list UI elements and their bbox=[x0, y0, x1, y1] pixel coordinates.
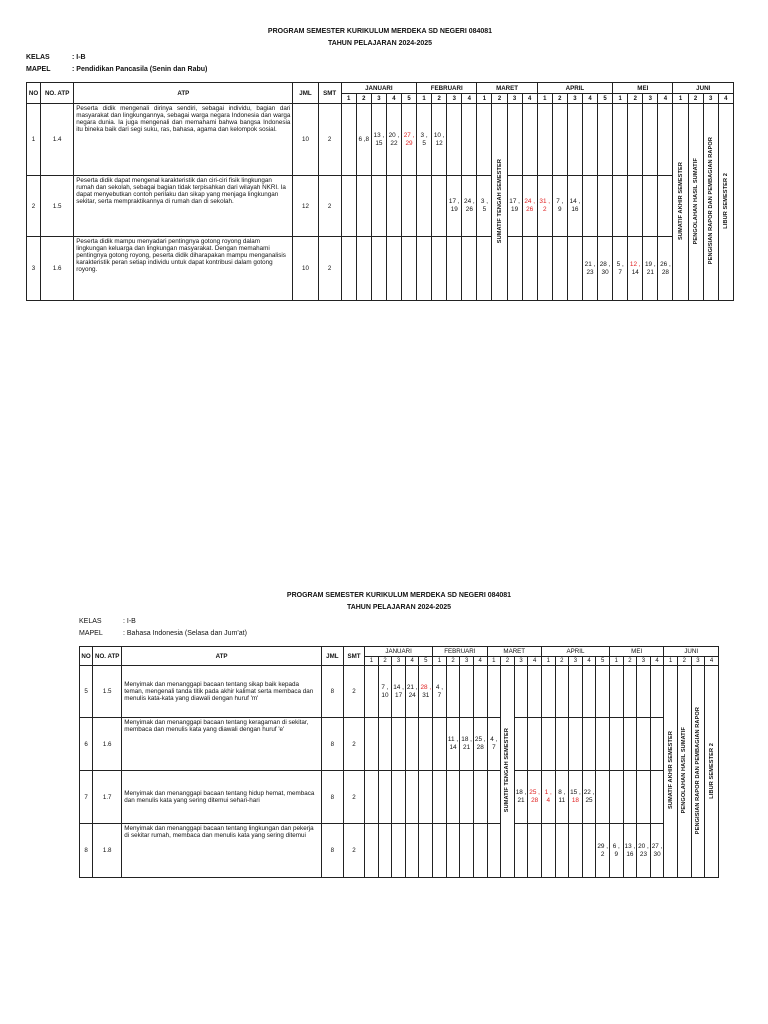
week-number: 2 bbox=[356, 94, 371, 104]
week-number: 4 bbox=[705, 657, 719, 666]
header-atp: ATP bbox=[122, 647, 321, 666]
date-cell: 17 , 19 bbox=[447, 176, 462, 237]
row-no: 3 bbox=[27, 237, 41, 301]
row-atp-text: Menyimak dan menanggapi bacaan tentang keragaman di sekitar, membaca dan menulis kata yang diawali dengan huruf 'e' bbox=[122, 718, 321, 771]
header-jml: JML bbox=[321, 647, 343, 666]
week-number: 3 bbox=[691, 657, 705, 666]
row-smt: 2 bbox=[343, 666, 364, 718]
date-cell: 5 , 7 bbox=[613, 237, 628, 301]
header-jml: JML bbox=[293, 83, 318, 104]
row-no: 7 bbox=[80, 771, 93, 824]
date-cell: 27 , 30 bbox=[650, 824, 664, 878]
kelas-value: : I-B bbox=[123, 618, 136, 625]
date-cell: 14 , 17 bbox=[392, 666, 406, 718]
table-row bbox=[80, 666, 719, 718]
row-jml: 8 bbox=[321, 666, 343, 718]
week-number: 1 bbox=[609, 657, 623, 666]
title-line-1: PROGRAM SEMESTER KURIKULUM MERDEKA SD NEGERI 084081 bbox=[267, 28, 493, 35]
date-cell-holiday: 24 , 26 bbox=[522, 176, 537, 237]
sheet-title bbox=[26, 26, 734, 50]
week-number: 1 bbox=[477, 94, 492, 104]
row-smt: 2 bbox=[343, 771, 364, 824]
week-number: 4 bbox=[528, 657, 542, 666]
header-smt: SMT bbox=[343, 647, 364, 666]
date-cell: 22 , 25 bbox=[582, 771, 596, 824]
header-no: NO bbox=[80, 647, 93, 666]
date-cell: 13 , 16 bbox=[623, 824, 637, 878]
date-cell-holiday: 12 , 14 bbox=[628, 237, 643, 301]
date-cell: 18 , 21 bbox=[514, 771, 528, 824]
date-cell: 3 , 5 bbox=[477, 176, 492, 237]
date-cell: 4 , 7 bbox=[433, 666, 447, 718]
month-maret: MARET bbox=[487, 647, 541, 657]
month-juni: JUNI bbox=[673, 83, 734, 94]
date-cell-holiday: 25 , 28 bbox=[528, 771, 542, 824]
week-number: 2 bbox=[677, 657, 691, 666]
week-number: 5 bbox=[419, 657, 433, 666]
title-line-2: TAHUN PELAJARAN 2024-2025 bbox=[346, 604, 452, 611]
header-no: NO bbox=[27, 83, 41, 104]
date-cell-holiday: 31 , 2 bbox=[537, 176, 552, 237]
week-number: 2 bbox=[688, 94, 703, 104]
row-smt: 2 bbox=[318, 237, 341, 301]
week-number: 3 bbox=[447, 94, 462, 104]
row-jml: 10 bbox=[293, 104, 318, 176]
row-smt: 2 bbox=[318, 104, 341, 176]
week-number: 4 bbox=[658, 94, 673, 104]
sheet-title bbox=[79, 590, 719, 614]
row-no-atp: 1.4 bbox=[41, 104, 74, 176]
mapel-label: MAPEL bbox=[26, 66, 51, 73]
row-no: 6 bbox=[80, 718, 93, 771]
sheet-meta bbox=[26, 52, 734, 76]
title-line-2: TAHUN PELAJARAN 2024-2025 bbox=[327, 40, 433, 47]
pengolahan-hasil-sumatif-cell: PENGOLAHAN HASIL SUMATIF bbox=[677, 666, 691, 878]
sumatif-akhir-semester-cell: SUMATIF AKHIR SEMESTER bbox=[673, 104, 688, 301]
title-line-1: PROGRAM SEMESTER KURIKULUM MERDEKA SD NEGERI 084081 bbox=[286, 592, 512, 599]
date-cell: 18 , 21 bbox=[460, 718, 474, 771]
date-cell: 21 , 23 bbox=[582, 237, 597, 301]
week-number: 1 bbox=[673, 94, 688, 104]
row-atp-text: Menyimak dan menanggapi bacaan tentang sikap baik kepada teman, mengenali tanda titik pada akhir kalimat serta membaca dan menulis kata-kata yang diawali dengan huruf 'm' bbox=[122, 666, 321, 718]
week-number: 4 bbox=[405, 657, 419, 666]
sheet-bahasa-indonesia bbox=[79, 590, 719, 878]
date-cell: 21 , 24 bbox=[405, 666, 419, 718]
kelas-label: KELAS bbox=[79, 618, 102, 625]
date-cell: 6 ,8 bbox=[356, 104, 371, 176]
header-no-atp: NO. ATP bbox=[41, 83, 74, 104]
month-april: APRIL bbox=[541, 647, 609, 657]
week-number: 1 bbox=[487, 657, 501, 666]
header-atp: ATP bbox=[74, 83, 293, 104]
header-no-atp: NO. ATP bbox=[93, 647, 122, 666]
date-cell: 7 , 9 bbox=[552, 176, 567, 237]
table-row bbox=[80, 718, 719, 771]
week-number: 3 bbox=[371, 94, 386, 104]
week-number: 1 bbox=[341, 94, 356, 104]
row-atp-text: Peserta didik dapat mengenal karakteristik dan ciri-ciri fisik lingkungan rumah dan sekolah, sebagai bagian tidak terpisahkan dari wilayah NKRI. Ia dapat menyebutkan contoh perilaku dan sikap yang menjaga lingkungan sekitar, serta mempraktikannya di rumah dan di sekolah. bbox=[74, 176, 293, 237]
row-no: 2 bbox=[27, 176, 41, 237]
month-maret: MARET bbox=[477, 83, 537, 94]
table-row bbox=[80, 771, 719, 824]
row-no: 8 bbox=[80, 824, 93, 878]
libur-semester-cell: LIBUR SEMESTER 2 bbox=[718, 104, 733, 301]
header-smt: SMT bbox=[318, 83, 341, 104]
row-jml: 8 bbox=[321, 771, 343, 824]
row-no: 1 bbox=[27, 104, 41, 176]
date-cell: 4 , 7 bbox=[487, 718, 501, 771]
row-no-atp: 1.8 bbox=[93, 824, 122, 878]
week-number: 2 bbox=[623, 657, 637, 666]
row-no: 5 bbox=[80, 666, 93, 718]
row-no-atp: 1.7 bbox=[93, 771, 122, 824]
date-cell: 14 , 16 bbox=[567, 176, 582, 237]
date-cell: 26 , 28 bbox=[658, 237, 673, 301]
date-cell: 24 , 26 bbox=[462, 176, 477, 237]
table-row bbox=[27, 104, 734, 176]
month-mei: MEI bbox=[609, 647, 663, 657]
week-number: 2 bbox=[555, 657, 569, 666]
table-row bbox=[27, 237, 734, 301]
kelas-label: KELAS bbox=[26, 54, 50, 61]
week-number: 2 bbox=[432, 94, 447, 104]
date-cell-holiday: 1 , 4 bbox=[541, 771, 555, 824]
week-number: 4 bbox=[473, 657, 487, 666]
week-number: 1 bbox=[613, 94, 628, 104]
week-number: 2 bbox=[492, 94, 507, 104]
date-cell: 13 , 15 bbox=[371, 104, 386, 176]
week-number: 1 bbox=[664, 657, 678, 666]
date-cell: 20 , 23 bbox=[637, 824, 651, 878]
week-number: 3 bbox=[507, 94, 522, 104]
week-number: 3 bbox=[643, 94, 658, 104]
kelas-value: : I-B bbox=[72, 54, 86, 61]
week-number: 5 bbox=[401, 94, 416, 104]
date-cell: 8 , 11 bbox=[555, 771, 569, 824]
date-cell-holiday: 15 , 18 bbox=[569, 771, 583, 824]
month-februari: FEBRUARI bbox=[433, 647, 487, 657]
week-number: 4 bbox=[718, 94, 733, 104]
date-cell: 28 , 30 bbox=[598, 237, 613, 301]
week-number: 1 bbox=[365, 657, 379, 666]
row-no-atp: 1.6 bbox=[41, 237, 74, 301]
date-cell: 10 , 12 bbox=[432, 104, 447, 176]
row-smt: 2 bbox=[343, 718, 364, 771]
month-april: APRIL bbox=[537, 83, 612, 94]
week-number: 3 bbox=[460, 657, 474, 666]
week-number: 2 bbox=[378, 657, 392, 666]
month-januari: JANUARI bbox=[341, 83, 416, 94]
row-jml: 8 bbox=[321, 718, 343, 771]
date-cell: 25 , 28 bbox=[473, 718, 487, 771]
sheet-meta bbox=[79, 616, 719, 640]
week-number: 1 bbox=[417, 94, 432, 104]
sumatif-tengah-semester-cell: SUMATIF TENGAH SEMESTER bbox=[501, 666, 515, 878]
table-row bbox=[27, 176, 734, 237]
week-number: 4 bbox=[462, 94, 477, 104]
date-cell-holiday: 28 , 31 bbox=[419, 666, 433, 718]
sts-label: SUMATIF TENGAH SEMESTER bbox=[496, 158, 503, 244]
month-mei: MEI bbox=[613, 83, 673, 94]
date-cell: 6 , 9 bbox=[609, 824, 623, 878]
month-januari: JANUARI bbox=[365, 647, 433, 657]
date-cell: 11 , 14 bbox=[446, 718, 460, 771]
date-cell: 3 , 5 bbox=[417, 104, 432, 176]
row-jml: 12 bbox=[293, 176, 318, 237]
week-number: 3 bbox=[514, 657, 528, 666]
month-juni: JUNI bbox=[664, 647, 719, 657]
week-number: 2 bbox=[446, 657, 460, 666]
sheet-pendidikan-pancasila bbox=[26, 26, 734, 301]
row-jml: 10 bbox=[293, 237, 318, 301]
row-no-atp: 1.5 bbox=[41, 176, 74, 237]
row-no-atp: 1.5 bbox=[93, 666, 122, 718]
row-atp-text: Peserta didik mengenali dirinya sendiri, sebagai individu, bagian dari masyarakat dan lingkungannya, sebagai warga negara Indonesia dan warga negara dunia. Ia juga mengenali dan memahami bahwa bangsa Indonesia itu bineka baik dari segi suku, ras, bahasa, agama dan kelompok sosial. bbox=[74, 104, 293, 176]
week-number: 3 bbox=[567, 94, 582, 104]
week-number: 2 bbox=[552, 94, 567, 104]
mapel-value: : Bahasa Indonesia (Selasa dan Jum'at) bbox=[123, 630, 247, 637]
week-number: 1 bbox=[541, 657, 555, 666]
pengolahan-hasil-sumatif-cell: PENGOLAHAN HASIL SUMATIF bbox=[688, 104, 703, 301]
week-number: 3 bbox=[703, 94, 718, 104]
date-cell-holiday: 27 , 29 bbox=[401, 104, 416, 176]
program-semester-table bbox=[26, 82, 734, 301]
row-smt: 2 bbox=[343, 824, 364, 878]
week-number: 5 bbox=[596, 657, 610, 666]
week-number: 4 bbox=[386, 94, 401, 104]
week-number: 4 bbox=[522, 94, 537, 104]
table-row bbox=[80, 824, 719, 878]
libur-semester-cell: LIBUR SEMESTER 2 bbox=[705, 666, 719, 878]
row-jml: 8 bbox=[321, 824, 343, 878]
row-no-atp: 1.6 bbox=[93, 718, 122, 771]
pengisian-rapor-cell: PENGISIAN RAPOR DAN PEMBAGIAN RAPOR bbox=[691, 666, 705, 878]
row-atp-text: Peserta didik mampu menyadari pentingnya gotong royong dalam lingkungan keluarga dan lingkungan masyarakat. Dengan memahami pentingnya gotong royong, peserta didik diharapakan mampu menganalisis karakteristik peran setiap individu untuk dapat kontribusi dalam gotong royong. bbox=[74, 237, 293, 301]
week-number: 4 bbox=[582, 94, 597, 104]
mapel-value: : Pendidikan Pancasila (Senin dan Rabu) bbox=[72, 66, 208, 73]
program-semester-table bbox=[79, 646, 719, 878]
row-smt: 2 bbox=[318, 176, 341, 237]
date-cell: 29 , 2 bbox=[596, 824, 610, 878]
date-cell: 17 , 19 bbox=[507, 176, 522, 237]
sumatif-tengah-semester-cell bbox=[492, 104, 507, 301]
week-number: 1 bbox=[433, 657, 447, 666]
week-number: 1 bbox=[537, 94, 552, 104]
date-cell: 20 , 22 bbox=[386, 104, 401, 176]
week-number: 5 bbox=[598, 94, 613, 104]
week-number: 4 bbox=[650, 657, 664, 666]
mapel-label: MAPEL bbox=[79, 630, 103, 637]
pengisian-rapor-cell: PENGISIAN RAPOR DAN PEMBAGIAN RAPOR bbox=[703, 104, 718, 301]
sumatif-akhir-semester-cell: SUMATIF AKHIR SEMESTER bbox=[664, 666, 678, 878]
row-atp-text: Menyimak dan menanggapi bacaan tentang hidup hemat, membaca dan menulis kata yang sering ditemui sehari-hari bbox=[122, 771, 321, 824]
row-atp-text: Menyimak dan menanggapi bacaan tentang lingkungan dan pekerja di sekitar rumah, membaca dan menulis kata yang sering ditemui bbox=[122, 824, 321, 878]
week-number: 4 bbox=[582, 657, 596, 666]
week-number: 3 bbox=[392, 657, 406, 666]
month-februari: FEBRUARI bbox=[417, 83, 477, 94]
week-number: 3 bbox=[569, 657, 583, 666]
week-number: 2 bbox=[628, 94, 643, 104]
week-number: 3 bbox=[637, 657, 651, 666]
date-cell: 19 , 21 bbox=[643, 237, 658, 301]
week-number: 2 bbox=[501, 657, 515, 666]
date-cell: 7 , 10 bbox=[378, 666, 392, 718]
